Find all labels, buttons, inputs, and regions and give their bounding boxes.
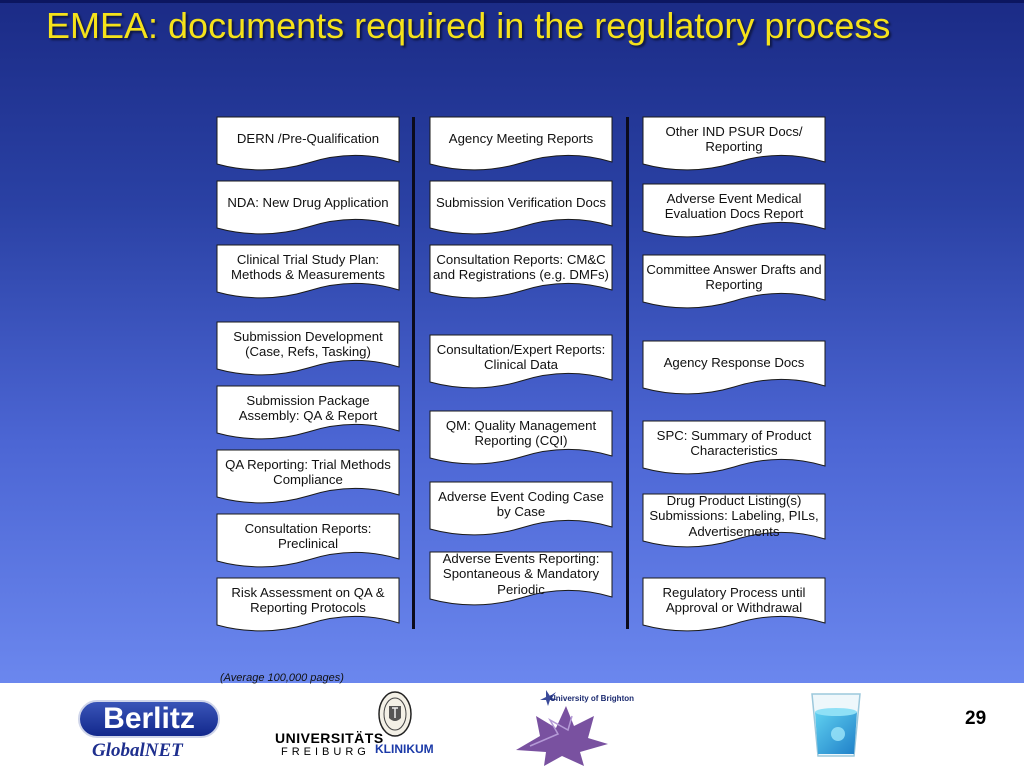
- document-label: QA Reporting: Trial Methods Compliance: [225, 456, 391, 487]
- document-shape: [429, 481, 613, 539]
- document-shape: [216, 321, 400, 379]
- brighton-text: University of Brighton: [550, 694, 635, 703]
- document-shape: [642, 183, 826, 241]
- document-shape: [216, 385, 400, 443]
- column-divider: [626, 117, 629, 629]
- slide-title: EMEA: documents required in the regulatory process: [46, 5, 891, 46]
- document-label: Agency Meeting Reports: [448, 131, 594, 147]
- document-shape: [642, 493, 826, 551]
- brighton-university-logo: [510, 686, 700, 766]
- document-label: Adverse Events Reporting: Spontaneous & Mandatory Periodic: [442, 550, 600, 597]
- document-label: NDA: New Drug Application: [227, 195, 389, 211]
- document-label: DERN /Pre-Qualification: [236, 131, 380, 147]
- document-label: Consultation/Expert Reports: Clinical Data: [436, 341, 606, 372]
- document-shape: [642, 116, 826, 174]
- document-shape: [642, 340, 826, 398]
- page-count-note: (Average 100,000 pages): [220, 672, 344, 684]
- document-label: Submission Verification Docs: [435, 195, 607, 211]
- freiburg-text: FREIBURG: [281, 746, 370, 758]
- document-shape: [216, 449, 400, 507]
- document-shape: [216, 116, 400, 174]
- berlitz-logo-badge: Berlitz: [78, 700, 220, 738]
- document-shape: [642, 420, 826, 478]
- document-shape: [429, 334, 613, 392]
- document-label: Submission Development (Case, Refs, Tasking): [233, 328, 383, 359]
- document-label: Adverse Event Medical Evaluation Docs Report: [664, 190, 804, 221]
- top-border: [0, 0, 1024, 3]
- document-label: QM: Quality Management Reporting (CQI): [445, 417, 597, 448]
- document-shape: [429, 244, 613, 302]
- document-label: SPC: Summary of Product Characteristics: [656, 427, 812, 458]
- water-glass-icon: [808, 690, 864, 760]
- document-shape: [642, 577, 826, 635]
- document-shape: [216, 513, 400, 571]
- document-label: Committee Answer Drafts and Reporting: [646, 261, 822, 292]
- document-shape: [216, 577, 400, 635]
- berlitz-logo: [78, 700, 223, 764]
- universitaet-text: UNIVERSITÄTS: [275, 730, 384, 746]
- document-shape: [429, 551, 613, 609]
- document-label: Adverse Event Coding Case by Case: [438, 488, 604, 519]
- document-label: Submission Package Assembly: QA & Report: [238, 392, 378, 423]
- freiburg-university-logo: [275, 690, 455, 762]
- document-label: Risk Assessment on QA & Reporting Protocols: [231, 584, 385, 615]
- document-shape: [429, 410, 613, 468]
- document-shape: [642, 254, 826, 312]
- berlitz-logo-subtitle: GlobalNET: [92, 740, 183, 761]
- document-shape: [216, 244, 400, 302]
- document-label: Regulatory Process until Approval or Withdrawal: [662, 584, 806, 615]
- document-label: Consultation Reports: CM&C and Registrations (e.g. DMFs): [433, 251, 609, 282]
- document-label: Consultation Reports: Preclinical: [244, 520, 372, 551]
- klinikum-text: KLINIKUM: [375, 742, 434, 756]
- document-shape: [216, 180, 400, 238]
- page-number: 29: [965, 708, 987, 729]
- document-label: Agency Response Docs: [663, 355, 805, 371]
- document-label: Drug Product Listing(s) Submissions: Labeling, PILs, Advertisements: [649, 492, 819, 539]
- document-shape: [429, 180, 613, 238]
- document-label: Other IND PSUR Docs/ Reporting: [665, 123, 803, 154]
- document-shape: [429, 116, 613, 174]
- column-divider: [412, 117, 415, 629]
- document-label: Clinical Trial Study Plan: Methods & Measurements: [231, 251, 385, 282]
